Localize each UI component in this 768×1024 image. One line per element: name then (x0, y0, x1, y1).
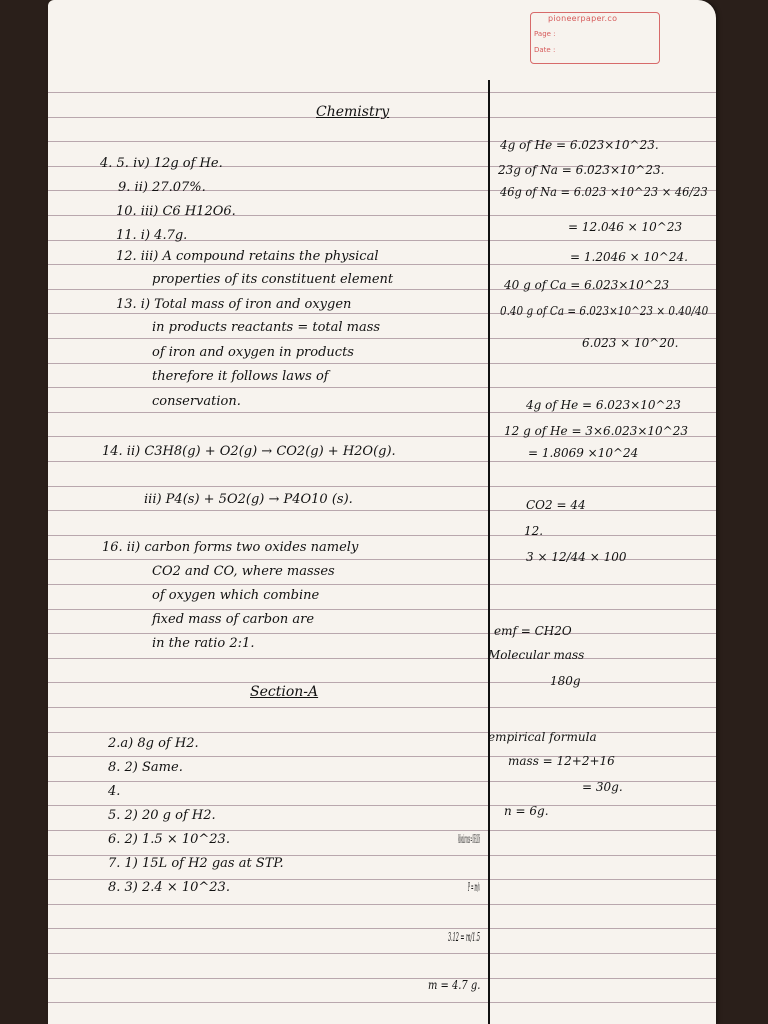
brand-label: pioneerpaper.co (548, 14, 618, 23)
answer-line: 16. ii) carbon forms two oxides namely (102, 540, 359, 555)
answer-line: of oxygen which combine (152, 588, 320, 603)
date-label: Date : (534, 46, 556, 54)
working-line: 12. (524, 524, 544, 538)
page-title: Chemistry (316, 104, 390, 120)
answer-line: 4. 5. iv) 12g of He. (100, 156, 223, 171)
working-line: 0.40 g of Ca = 6.023×10^23 × 0.40/40 (500, 304, 709, 318)
answer-line: 5. 2) 20 g of H2. (108, 808, 216, 823)
ruled-line (48, 658, 716, 659)
working-line: Molecular mass (488, 648, 585, 662)
answer-line: properties of its constituent element (152, 272, 394, 287)
working-line: n = 6g. (504, 804, 549, 818)
working-line: 6.023 × 10^20. (582, 336, 679, 350)
working-line: 12 g of He = 3×6.023×10^23 (504, 424, 689, 438)
answer-line: 8. 3) 2.4 × 10^23. (108, 880, 230, 895)
ruled-line (48, 707, 716, 708)
ruled-line (48, 412, 716, 413)
working-line: mass = 12+2+16 (508, 754, 615, 768)
answer-line: 9. ii) 27.07%. (118, 180, 206, 195)
answer-line: 14. ii) C3H8(g) + O2(g) → CO2(g) + H2O(g). (102, 444, 396, 459)
ruled-line (48, 1002, 716, 1003)
ruled-line (48, 584, 716, 585)
working-line: 46g of Na = 6.023 ×10^23 × 46/23 (500, 185, 708, 199)
answer-line: in products reactants = total mass (152, 320, 381, 335)
answer-line: therefore it follows laws of (152, 369, 329, 384)
ruled-line (48, 510, 716, 511)
working-line: P = m/v (468, 880, 480, 894)
answer-line: 13. i) Total mass of iron and oxygen (116, 297, 352, 312)
working-line: 23g of Na = 6.023×10^23. (498, 163, 665, 177)
working-line: 4g of He = 6.023×10^23 (526, 398, 681, 412)
ruled-line (48, 928, 716, 929)
answer-line: 4. (108, 784, 121, 799)
working-line: 40 g of Ca = 6.023×10^23 (504, 278, 670, 292)
ruled-line (48, 682, 716, 683)
working-line: Molecular mass = C6H12O6 (458, 832, 480, 846)
answer-line: 2.a) 8g of H2. (108, 736, 199, 751)
answer-line: 7. 1) 15L of H2 gas at STP. (108, 856, 284, 871)
notebook-page (48, 0, 716, 1024)
answer-line: CO2 and CO, where masses (152, 564, 335, 579)
working-line: = 12.046 × 10^23 (568, 220, 683, 234)
ruled-line (48, 461, 716, 462)
answer-line: 8. 2) Same. (108, 760, 183, 775)
ruled-line (48, 978, 716, 979)
ruled-line (48, 756, 716, 757)
answer-line: 10. iii) C6 H12O6. (116, 204, 236, 219)
working-line: 180g (550, 674, 581, 688)
ruled-line (48, 609, 716, 610)
ruled-line (48, 805, 716, 806)
ruled-line (48, 387, 716, 388)
working-line: = 1.8069 ×10^24 (528, 446, 639, 460)
answer-line: 6. 2) 1.5 × 10^23. (108, 832, 230, 847)
answer-line: iii) P4(s) + 5O2(g) → P4O10 (s). (144, 492, 353, 507)
ruled-line (48, 363, 716, 364)
working-line: emf = CH2O (494, 624, 572, 638)
ruled-line (48, 633, 716, 634)
working-line: = 1.2046 × 10^24. (570, 250, 688, 264)
ruled-line (48, 904, 716, 905)
section-heading: Section-A (250, 684, 319, 700)
page-label: Page : (534, 30, 556, 38)
answer-line: 12. iii) A compound retains the physical (116, 249, 379, 264)
answer-line: fixed mass of carbon are (152, 612, 315, 627)
working-line: CO2 = 44 (526, 498, 586, 512)
answer-line: conservation. (152, 394, 241, 409)
working-line: 3 × 12/44 × 100 (526, 550, 627, 564)
answer-line: in the ratio 2:1. (152, 636, 255, 651)
ruled-line (48, 486, 716, 487)
working-line: empirical formula (488, 730, 597, 744)
ruled-line (48, 732, 716, 733)
answer-line: 11. i) 4.7g. (116, 228, 188, 243)
working-line: 3.12 = m/1.5 (448, 930, 480, 944)
answer-line: of iron and oxygen in products (152, 345, 354, 360)
ruled-line (48, 953, 716, 954)
working-line: = 30g. (582, 780, 623, 794)
working-line: 4g of He = 6.023×10^23. (500, 138, 659, 152)
ruled-line (48, 535, 716, 536)
working-line: m = 4.7 g. (428, 978, 481, 992)
margin-divider (488, 80, 490, 1024)
ruled-line (48, 92, 716, 93)
ruled-line (48, 830, 716, 831)
ruled-line (48, 264, 716, 265)
